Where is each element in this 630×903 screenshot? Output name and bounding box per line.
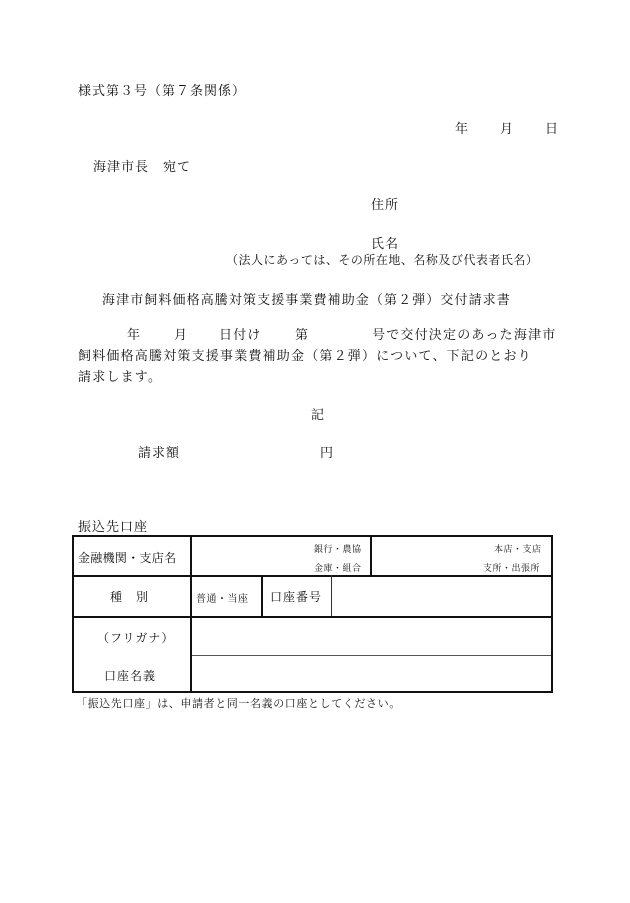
date-year: 年 (455, 122, 470, 137)
row-divider-thin (192, 655, 551, 656)
address-label: 住所 (371, 198, 400, 213)
claim-unit: 円 (320, 446, 335, 461)
branch-type-1: 本店・支店 (494, 545, 542, 555)
bank-type-1: 銀行・農協 (314, 545, 362, 555)
bank-type-2: 金庫・組合 (314, 564, 362, 574)
body-dai: 第 (295, 328, 310, 343)
name-label: 氏名 (371, 237, 400, 252)
furigana-label: （フリガナ） (97, 631, 175, 645)
furigana-field[interactable] (192, 618, 551, 655)
account-section-label: 振込先口座 (78, 520, 149, 535)
body-line3: 請求します。 (78, 370, 163, 385)
column-divider (331, 575, 332, 616)
addressee: 海津市長 宛て (93, 160, 192, 175)
date-day: 日 (545, 122, 560, 137)
column-divider (261, 575, 263, 616)
ki-heading: 記 (311, 408, 326, 423)
footnote: 「振込先口座」は、申請者と同一名義の口座としてください。 (76, 697, 401, 710)
bank-label: 金融機関・支店名 (78, 551, 177, 565)
corporate-note: （法人にあっては、その所在地、名称及び代表者氏名） (226, 253, 539, 267)
body-month: 月 (174, 328, 189, 343)
account-table (72, 535, 553, 693)
account-number-field[interactable] (333, 577, 551, 616)
body-line1-rest: 号で交付決定のあった海津市 (372, 328, 557, 343)
claim-label: 請求額 (138, 446, 181, 461)
document-title: 海津市飼料価格高騰対策支援事業費補助金（第２弾）交付請求書 (102, 293, 511, 308)
type-label: 種 別 (110, 590, 150, 604)
holder-label: 口座名義 (104, 669, 157, 683)
account-number-label: 口座番号 (270, 590, 323, 604)
date-month: 月 (500, 122, 515, 137)
body-line2: 飼料価格高騰対策支援事業費補助金（第２弾）について、下記のとおり (78, 349, 532, 364)
body-year: 年 (127, 328, 142, 343)
body-day: 日付け (219, 328, 262, 343)
form-number: 様式第３号（第７条関係） (78, 84, 247, 99)
branch-type-2: 支所・出張所 (483, 564, 541, 574)
type-options[interactable]: 普通・当座 (196, 594, 249, 605)
holder-field[interactable] (192, 657, 551, 691)
